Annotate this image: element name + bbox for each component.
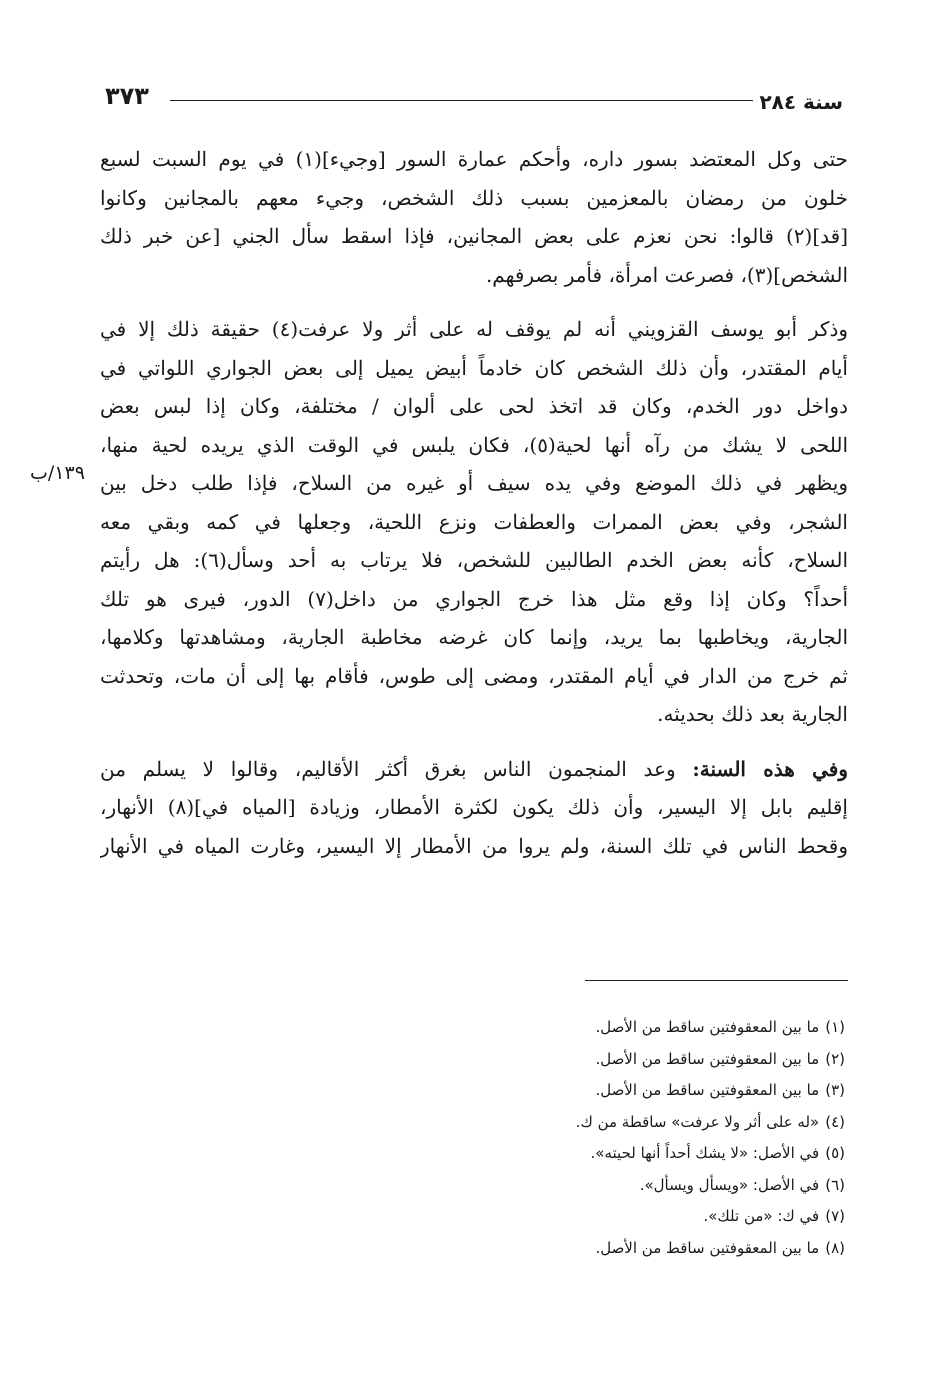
running-header — [105, 82, 843, 118]
footnote-text: في الأصل: «لا يشك أحداً أنها لحيته». — [590, 1144, 820, 1162]
text-line: الجارية، ويخاطبها بما يريد، وإنما كان غرضه مخاطبة الجارية، ومشاهدتها وكلامها، — [100, 625, 848, 649]
footnote-mark: (٣) — [825, 1081, 845, 1099]
footnote — [345, 1075, 845, 1107]
footnote-text: في ك: «من تلك». — [703, 1207, 820, 1225]
text-line: أحداً؟ وكان إذا وقع مثل هذا خرج الجواري من داخل(٧) الدور، فيرى هو تلك — [100, 586, 848, 611]
footnote-text: ما بين المعقوفتين ساقط من الأصل. — [595, 1049, 820, 1068]
page-number: ٣٧٣ — [105, 82, 149, 110]
text-line: إقليم بابل إلا اليسير، وأن ذلك يكون لكثرة الأمطار، وزيادة [المياه في](٨) الأنهار، — [100, 795, 848, 819]
folio-margin-note: ١٣٩/ب — [30, 462, 85, 484]
text-line: وقحط الناس في تلك السنة، ولم يروا من الأمطار إلا اليسير، وغارت المياه في الأنهار — [100, 833, 848, 858]
footnote-text: ما بين المعقوفتين ساقط من الأصل. — [595, 1081, 820, 1099]
footnote-rule — [585, 980, 848, 981]
main-text — [100, 140, 848, 865]
text-line: السلاح، كأنه بعض الخدم الطالبين للشخص، فلا يرتاب به أحد وسأل(٦): هل رأيتم — [100, 548, 848, 572]
text-line: أيام المقتدر، وأن ذلك الشخص كان خادماً أبيض يميل إلى بعض الجواري اللواتي في — [100, 355, 848, 380]
footnotes — [345, 1012, 845, 1264]
text-line: وذكر أبو يوسف القزويني أنه لم يوقف له على أثر ولا عرفت(٤) حقيقة ذلك إلا في — [100, 317, 848, 341]
paragraph-3 — [100, 750, 848, 866]
text-line: اللحى لا يشك من رآه أنها لحية(٥)، فكان يلبس في الوقت الذي يريده لحية منها، — [100, 432, 848, 457]
footnote-text: «له على أثر ولا عرفت» ساقطة من ك. — [575, 1112, 820, 1131]
header-rule — [170, 100, 753, 101]
text-line: الشجر، وفي بعض الممرات والعطفات ونزع اللحية، وجعلها في كمه وبقي معه — [100, 509, 848, 534]
text-line: الجارية بعد ذلك بحديثه. — [657, 702, 848, 726]
text-line: ثم خرج من الدار في أيام المقتدر، ومضى إلى طوس، فأقام بها إلى أن مات، وتحدثت — [100, 663, 848, 688]
text-line: ويظهر في ذلك الموضع وفي يده سيف أو غيره من السلاح، فإذا طلب دخل بين — [100, 471, 848, 495]
footnote-mark: (٥) — [825, 1144, 845, 1162]
text-line: دواخل دور الخدم، وكان قد اتخذ لحى على ألوان / مختلفة، وكان إذا لبس بعض — [100, 394, 848, 418]
footnote-mark: (٦) — [825, 1175, 845, 1194]
text-line: الشخص](٣)، فصرعت امرأة، فأمر بصرفهم. — [485, 262, 848, 287]
footnote — [345, 1107, 845, 1139]
footnote-mark: (١) — [825, 1018, 845, 1036]
footnote — [345, 1138, 845, 1170]
text-line — [100, 750, 848, 789]
footnote — [345, 1233, 845, 1265]
footnote — [345, 1170, 845, 1202]
text-segment: وعد المنجمون الناس بغرق أكثر الأقاليم، وقالوا لا يسلم من — [100, 756, 676, 781]
footnote-text: ما بين المعقوفتين ساقط من الأصل. — [595, 1238, 820, 1257]
footnote — [345, 1012, 845, 1044]
text-line: حتى وكل المعتضد بسور داره، وأحكم عمارة السور [وجيء](١) في يوم السبت لسبع — [100, 147, 848, 171]
text-line: خلون من رمضان بالمعزمين بسبب ذلك الشخص، وجيء معهم بالمجانين وكانوا — [100, 185, 848, 210]
header-year: سنة ٢٨٤ — [759, 90, 843, 114]
footnote-text: في الأصل: «ويسأل ويسأل». — [639, 1175, 820, 1194]
footnote-mark: (٤) — [825, 1112, 845, 1131]
footnote — [345, 1201, 845, 1233]
footnote-mark: (٢) — [825, 1049, 845, 1068]
footnote-text: ما بين المعقوفتين ساقط من الأصل. — [595, 1018, 820, 1036]
paragraph-2 — [100, 310, 848, 734]
paragraph-1 — [100, 140, 848, 294]
paragraph-lead: وفي هذه السنة: — [692, 756, 848, 781]
footnote-mark: (٨) — [825, 1238, 845, 1257]
footnote — [345, 1044, 845, 1076]
text-line: [قد](٢) قالوا: نحن نعزم على بعض المجانين، فإذا اسقط سأل الجني [عن خبر ذلك — [100, 224, 848, 248]
footnote-mark: (٧) — [825, 1207, 845, 1225]
